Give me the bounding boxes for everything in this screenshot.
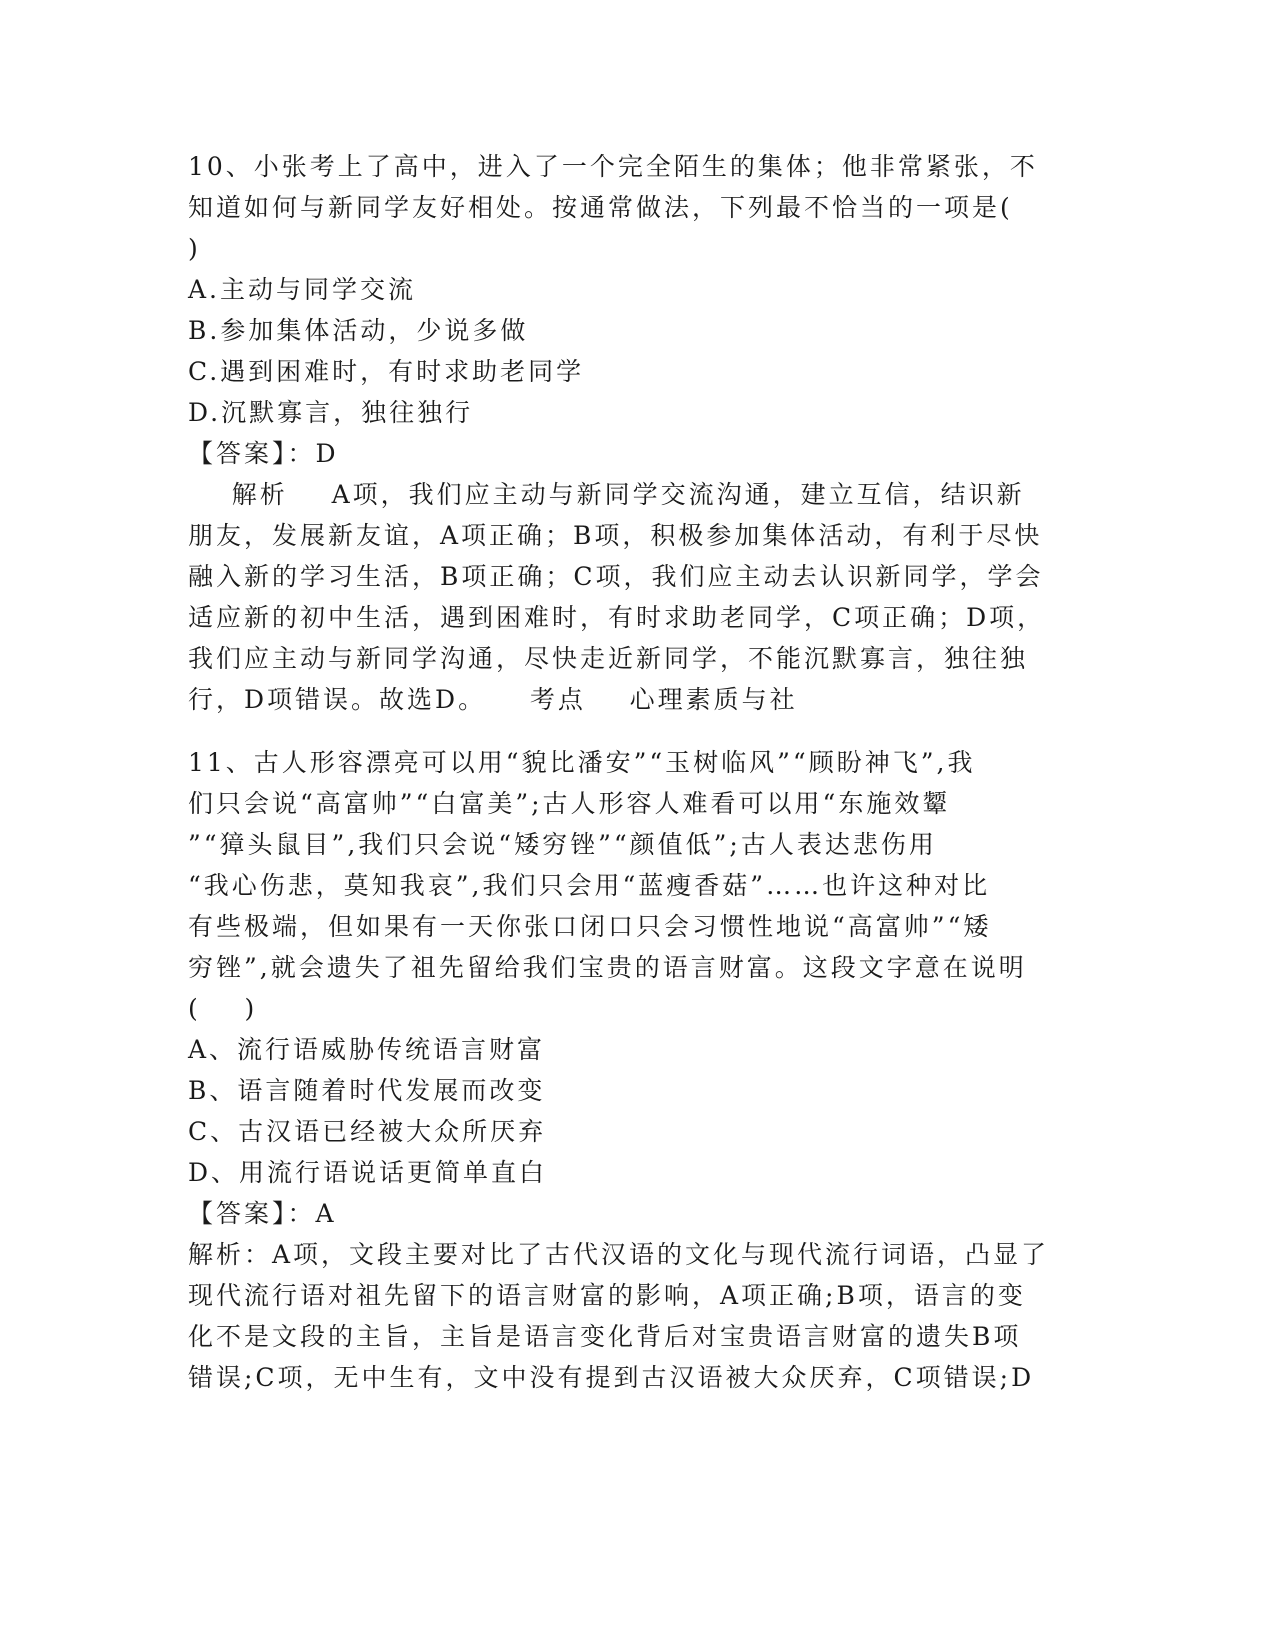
q11-option-a: A、流行语威胁传统语言财富 (188, 1035, 546, 1064)
q10-option-a: A.主动与同学交流 (188, 275, 417, 304)
q11-stem-line-2: 们只会说“高富帅”“白富美”;古人形容人难看可以用“东施效颦 (188, 789, 951, 818)
q10-option-b: B.参加集体活动，少说多做 (188, 316, 529, 345)
q11-stem-line-6: 穷锉”,就会遗失了祖先留给我们宝贵的语言财富。这段文字意在说明 (188, 953, 1027, 982)
q10-analysis-line-6: 行，D项错误。故选D。 考点 心理素质与社 (188, 685, 798, 714)
q10-option-c: C.遇到困难时，有时求助老同学 (188, 357, 585, 386)
q10-stem-line-1: 10、小张考上了高中，进入了一个完全陌生的集体；他非常紧张，不 (188, 152, 1038, 181)
q10-stem-line-2: 知道如何与新同学友好相处。按通常做法，下列最不恰当的一项是( (188, 193, 1013, 222)
q10-analysis-line-4: 适应新的初中生活，遇到困难时，有时求助老同学，C项正确；D项， (188, 603, 1046, 632)
q11-stem-line-4: “我心伤悲，莫知我哀”,我们只会用“蓝瘦香菇”……也许这种对比 (188, 871, 991, 900)
q11-option-d: D、用流行语说话更简单直白 (188, 1158, 548, 1187)
q10-analysis-line-1: 解析 A项，我们应主动与新同学交流沟通，建立互信，结识新 (188, 480, 1025, 509)
q11-stem-line-1: 11、古人形容漂亮可以用“貌比潘安”“玉树临风”“顾盼神飞”,我 (188, 748, 976, 777)
q11-analysis-line-2: 现代流行语对祖先留下的语言财富的影响，A项正确;B项，语言的变 (188, 1281, 1026, 1310)
q11-stem-line-5: 有些极端，但如果有一天你张口闭口只会习惯性地说“高富帅”“矮 (188, 912, 992, 941)
q11-analysis-line-4: 错误;C项，无中生有，文中没有提到古汉语被大众厌弃，C项错误;D (188, 1363, 1035, 1392)
q10-analysis-line-5: 我们应主动与新同学沟通，尽快走近新同学，不能沉默寡言，独往独 (188, 644, 1029, 673)
q10-option-d: D.沉默寡言，独往独行 (188, 398, 474, 427)
q11-answer: 【答案】：A (188, 1199, 337, 1228)
q10-answer: 【答案】：D (188, 439, 339, 468)
q11-analysis-line-1: 解析：A项，文段主要对比了古代汉语的文化与现代流行词语，凸显了 (188, 1240, 1050, 1269)
q10-analysis-line-3: 融入新的学习生活，B项正确；C项，我们应主动去认识新同学，学会 (188, 562, 1044, 591)
q11-stem-line-7: ( ) (188, 994, 258, 1023)
q11-analysis-line-3: 化不是文段的主旨，主旨是语言变化背后对宝贵语言财富的遗失B项 (188, 1322, 1022, 1351)
q11-option-c: C、古汉语已经被大众所厌弃 (188, 1117, 547, 1146)
q10-analysis-line-2: 朋友，发展新友谊，A项正确；B项，积极参加集体活动，有利于尽快 (188, 521, 1043, 550)
q10-stem-line-3: ) (188, 234, 201, 263)
q11-stem-line-3: ”“獐头鼠目”,我们只会说“矮穷锉”“颜值低”;古人表达悲伤用 (188, 830, 937, 859)
q11-option-b: B、语言随着时代发展而改变 (188, 1076, 546, 1105)
